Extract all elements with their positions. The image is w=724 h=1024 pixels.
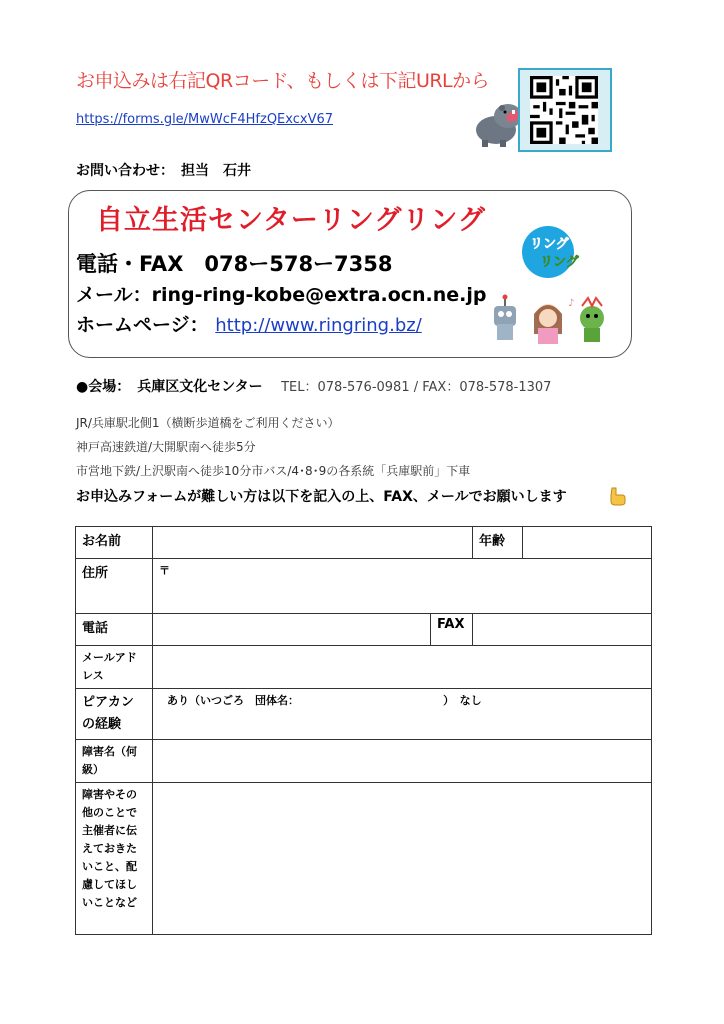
disability-label: 障害名（何級） (76, 740, 153, 783)
piacan-label: ピアカンの経験 (76, 689, 153, 740)
piacan-input[interactable] (153, 689, 652, 740)
qr-code-icon (530, 76, 598, 144)
qr-code-frame[interactable] (518, 68, 612, 152)
form-note: お申込みフォームが難しい方は以下を記入の上、FAX、メールでお願いします (76, 489, 567, 505)
center-homepage (76, 310, 422, 337)
notes-input[interactable] (153, 783, 652, 935)
form-url-link[interactable]: https://forms.gle/MwWcF4HfzQExcxV67 (76, 112, 334, 127)
logo-line1: リング (530, 237, 569, 252)
email-input[interactable] (153, 646, 652, 689)
postal-mark: 〒 (159, 564, 170, 577)
email-label: メールアドレス (76, 646, 153, 689)
age-label: 年齢 (473, 527, 523, 559)
contact-person: お問い合わせ： 担当 石井 (76, 163, 251, 179)
access-subway-bus: 市営地下鉄/上沢駅南へ徒歩10分市バス/4･8･9の各系統「兵庫駅前」下車 (76, 464, 471, 478)
homepage-label: ホームページ： (76, 314, 209, 336)
phone-label: 電話 (76, 614, 153, 646)
application-form-table (75, 526, 652, 935)
address-label: 住所 (76, 559, 153, 614)
homepage-link[interactable]: http://www.ringring.bz/ (215, 315, 422, 336)
pointing-finger-icon (608, 486, 626, 506)
ringring-logo-icon (518, 222, 590, 282)
address-input[interactable] (153, 559, 652, 614)
mascot-characters-icon (488, 288, 620, 348)
apply-title: お申込みは右記QRコード、もしくは下記URLから (76, 70, 490, 92)
svg-text:♪: ♪ (568, 298, 575, 309)
age-input[interactable] (523, 527, 652, 559)
venue-tel: TEL：078-576-0981 / FAX：078-578-1307 (281, 380, 552, 395)
access-kobe-rail: 神戸高速鉄道/大開駅南へ徒歩5分 (76, 440, 256, 454)
center-name: 自立生活センターリングリング (96, 205, 486, 236)
piacan-no: ） なし (443, 694, 482, 707)
piacan-yes: あり（いつごろ 団体名： (167, 694, 299, 707)
fax-input[interactable] (473, 614, 652, 646)
center-phone: 電話・FAX 078ー578ー7358 (76, 252, 393, 276)
phone-input[interactable] (153, 614, 431, 646)
name-label: お名前 (76, 527, 153, 559)
disability-input[interactable] (153, 740, 652, 783)
venue-line (76, 376, 551, 396)
logo-line2: リング (540, 255, 579, 270)
center-email: メール：ring-ring-kobe@extra.ocn.ne.jp (76, 284, 487, 306)
access-jr: JR/兵庫駅北側1（横断歩道橋をご利用ください） (76, 416, 340, 430)
notes-label: 障害やその他のことで主催者に伝えておきたいこと、配慮してほしいことなど (76, 783, 153, 935)
fax-label: FAX (431, 614, 473, 646)
venue-name: ●会場： 兵庫区文化センター (76, 379, 263, 395)
name-input[interactable] (153, 527, 473, 559)
